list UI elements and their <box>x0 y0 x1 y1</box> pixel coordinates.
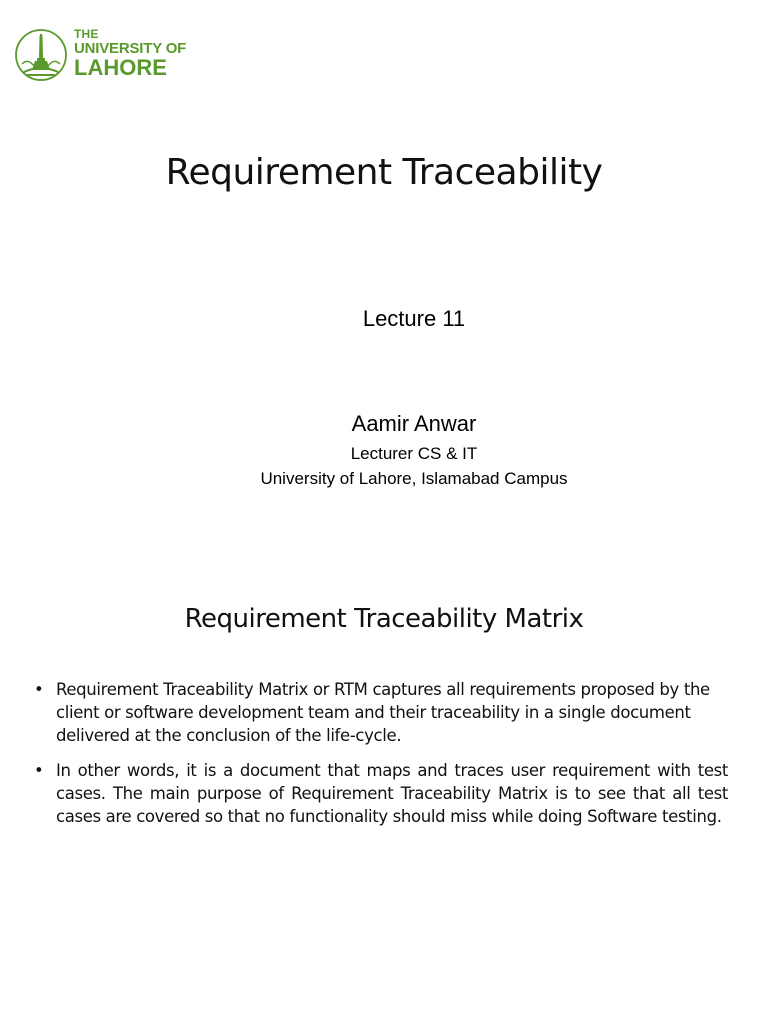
author-role: Lecturer CS & IT <box>350 444 478 463</box>
content-slide <box>0 570 768 1024</box>
author-name: Aamir Anwar <box>351 411 477 436</box>
logo-wordmark <box>74 28 186 79</box>
logo-line-university-of: UNIVERSITY OF <box>74 40 187 57</box>
author-campus: University of Lahore, Islamabad Campus <box>260 469 568 488</box>
logo-line-lahore: LAHORE <box>74 55 167 80</box>
slide-heading: Requirement Traceability Matrix <box>184 604 584 634</box>
list-item <box>34 678 728 747</box>
bullet-text: In other words, it is a document that maps and traces user requirement with test cases. The main purpose of Requirement Traceability Matrix is to see that all test cases are covered so that no functionality should miss while doing Software testing. <box>56 761 728 826</box>
list-item <box>34 759 728 828</box>
lecture-number: Lecture 11 <box>362 306 466 331</box>
bullet-text: Requirement Traceability Matrix or RTM captures all requirements proposed by the client or software development team and their traceability in a single document delivered at the conclusion of the life-cycle. <box>56 680 710 745</box>
logo-line-the: THE <box>74 27 99 41</box>
bullet-list <box>34 678 728 840</box>
minar-tower-emblem-icon <box>14 28 68 82</box>
slide-title: Requirement Traceability <box>165 152 603 193</box>
bullet-marker: • <box>34 680 44 699</box>
bullet-marker: • <box>34 761 44 780</box>
university-logo <box>14 28 204 84</box>
